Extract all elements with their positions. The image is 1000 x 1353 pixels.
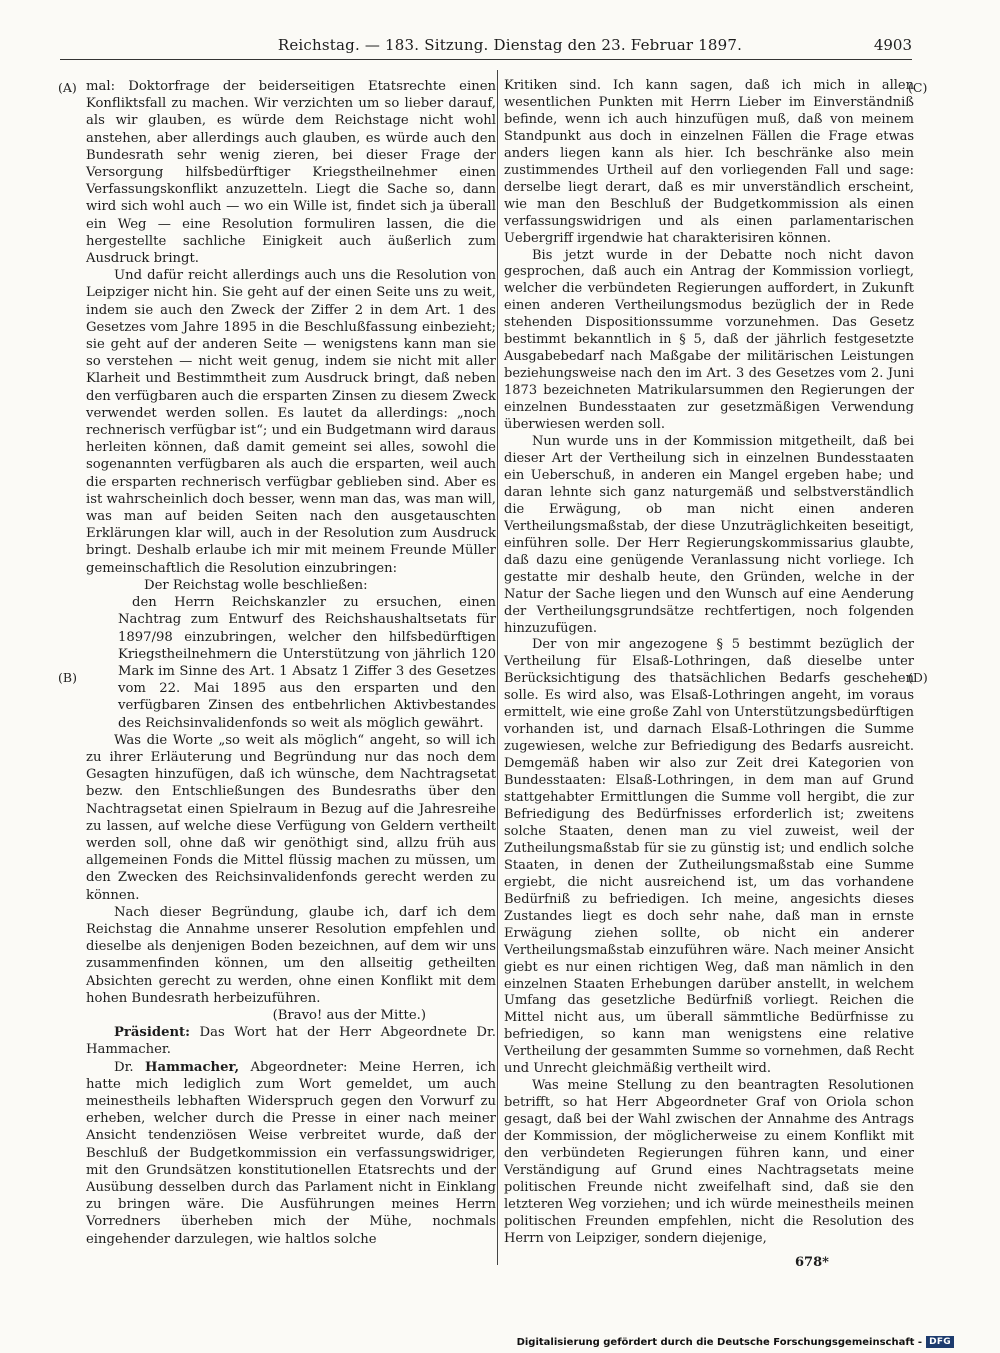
paragraph: Der von mir angezogene § 5 bestimmt bezüglich der Vertheilung für Elsaß-Lothringen, daß dieselbe unter Berücksichtigung des thatsächlichen Bedarfs geschehen solle. Es wird also, was Elsaß-Lothringen angeht, im voraus ermittelt, wie eine große Zahl von Unterstützungsbedürftigen vorhanden ist, und darnach Elsaß-Lothringen die Summe zugewiesen, welche zur Befriedigung des Bedarfs ausreicht. Demgemäß haben wir also zur Zeit drei Kategorien von Bundesstaaten: Elsaß-Lothringen, in dem man auf Grund stattgehabter Ermittlungen die Summe voll hergibt, die zur Befriedigung des Bedürfnisses erforderlich ist; zweitens solche Staaten, denen man zu viel zuweist, weil der Zutheilungsmaßstab für sie zu günstig ist; und endlich solche Staaten, in denen der Zutheilungsmaßstab eine Summe ergiebt, die nicht ausreichend ist, um das vorhandene Bedürfniß zu befriedigen. Ich meine, angesichts dieses Zustandes liegt es doch sehr nahe, daß man in ernste Erwägung ziehen sollte, ob nicht ein anderer Vertheilungsmaßstab einzuführen wäre. Nach meiner Ansicht giebt es nur einen richtigen Weg, daß man nämlich in den einzelnen Staaten Erhebungen darüber anstellt, in welchem Umfang das gesetzliche Bedürfniß vorliegt. Reichen die Mittel nicht aus, um überall sämmtliche Bedürfnisse zu befriedigen, so kann man wenigstens eine relative Vertheilung der gesammten Summe so vornehmen, daß Recht und Unrecht gleichmäßig vertheilt wird. xyxy=(504,637,914,1077)
margin-marker-a: (A) xyxy=(58,80,77,95)
margin-marker-b: (B) xyxy=(58,670,77,685)
paragraph: Bis jetzt wurde in der Debatte noch nicht davon gesprochen, daß auch ein Antrag der Kommission vorliegt, welcher die verbündeten Regierungen auffordert, in Zukunft einen anderen Vertheilungsmodus bezüglich der in Rede stehenden Dispositionssumme vorzunehmen. Das Gesetz bestimmt bekanntlich in § 5, daß der jährlich festgesetzte Ausgabebedarf nach Maßgabe der militärischen Leistungen beziehungsweise nach den im Art. 3 des Gesetzes vom 2. Juni 1873 bezeichneten Matrikularsummen den Regierungen der einzelnen Bundesstaaten zur gesetzmäßigen Verwendung überwiesen werden soll. xyxy=(504,247,914,433)
paragraph: Kritiken sind. Ich kann sagen, daß ich mich in allen wesentlichen Punkten mit Herrn Lieber im Einverständniß befinde, wenn ich auch hinzufügen muß, daß von meinem Standpunkt aus doch in einzelnen Fällen die Frage etwas anders liegen kann als hier. Ich beschränke also mein zustimmendes Urtheil auf den vorliegenden Fall und sage: derselbe liegt derart, daß es mir unverständlich erscheint, wie man den Beschluß der Budgetkommission als einen verfassungswidrigen und als einen parlamentarischen Uebergriff irgendwie hat charakterisiren können. xyxy=(504,78,914,246)
left-column xyxy=(86,78,496,1248)
speaker-title: Dr. xyxy=(114,1059,134,1075)
margin-marker-d: (D) xyxy=(908,670,928,685)
applause-note: (Bravo! aus der Mitte.) xyxy=(272,1007,426,1023)
header-rule xyxy=(60,59,912,60)
president-statement xyxy=(86,1024,496,1058)
speech-text: Abgeordneter: Meine Herren, ich hatte mich lediglich zum Wort gemeldet, um auch meinestheils lebhaften Widerspruch gegen den Vorwurf zu erheben, welcher durch die Presse in einer nach meiner Ansicht tendenziösen Weise verbreitet wurde, daß der Beschluß der Budgetkommission ein verfassungswidriger, mit den Grundsätzen konstitutionellen Etatsrechts und der Ausübung desselben durch das Parlament nicht in Einklang zu bringen wäre. Die Ausführungen meines Herrn Vorredners überheben mich der Mühe, nochmals eingehender darzulegen, wie haltlos solche xyxy=(86,1059,496,1247)
column-divider xyxy=(497,70,498,1265)
credit-text: Digitalisierung gefördert durch die Deutsche Forschungsgemeinschaft - xyxy=(516,1336,923,1348)
speaker-name: Hammacher, xyxy=(145,1059,240,1075)
footer-credit xyxy=(517,1336,954,1348)
dfg-logo: DFG xyxy=(926,1336,954,1348)
resolution-heading: Der Reichstag wolle beschließen: xyxy=(144,577,368,593)
paragraph: mal: Doktorfrage der beiderseitigen Etatsrechte einen Konfliktsfall zu machen. Wir verzichten um so lieber darauf, als wir glauben, es würde dem Reichstage nicht wohl anstehen, aber allerdings auch glauben, es würde auch den Bundesrath sehr wenig zieren, bei dieser Frage der Versorgung hilfsbedürftiger Kriegstheilnehmer einen Verfassungskonflikt anzuzetteln. Liegt die Sache so, dann wird sich wohl auch — wo ein Wille ist, findet sich ja überall ein Weg — eine Resolution formuliren lassen, die die hergestellte sachliche Einigkeit auch äußerlich zum Ausdruck bringt. xyxy=(86,79,496,267)
statement-text: Das Wort hat der Herr Abgeordnete Dr. Hammacher. xyxy=(86,1025,496,1058)
running-head: Reichstag. — 183. Sitzung. Dienstag den 23. Februar 1897. xyxy=(277,36,743,54)
paragraph: Was meine Stellung zu den beantragten Resolutionen betrifft, so hat Herr Abgeordneter Graf von Oriola schon gesagt, daß bei der Wahl zwischen der Annahme des Antrags der Kommission, der möglicherweise zu einem Konflikt mit den verbündeten Regierungen führen kann, und einer Verständigung auf Grund eines Nachtragsetats meine politischen Freunde nicht zweifelhaft sind, daß sie den letzteren Weg vorziehen; und ich würde meinestheils meinen politischen Freunden empfehlen, nicht die Resolution des Herrn von Leipziger, sondern diejenige, xyxy=(504,1078,914,1246)
page-number: 4903 xyxy=(873,36,912,54)
speaker-label: Präsident: xyxy=(114,1025,191,1041)
paragraph: Und dafür reicht allerdings auch uns die Resolution von Leipziger nicht hin. Sie geht auf der einen Seite uns zu weit, indem sie auch den Zweck der Ziffer 2 in dem Art. 1 des Gesetzes vom Jahre 1895 in die Beschlußfassung einbezieht; sie geht auf der anderen Seite — wenigstens kann man sie so verstehen — nicht weit genug, indem sie nicht mit aller Klarheit und Bestimmtheit zum Ausdruck bringt, daß neben den verfügbaren auch die ersparten Zinsen zu diesem Zweck verwendet werden sollen. Es lautet da allerdings: „noch rechnerisch verfügbar ist“; und ein Budgetmann wird daraus herleiten können, daß damit gemeint sei alles, sowohl die sogenannten verfügbaren als auch die ersparten, weil auch die ersparten rechnerisch verfügbar geblieben sind. Aber es ist wahrscheinlich doch besser, wenn man das, was man will, was man auf beiden Seiten nach den ausgetauschten Erklärungen klar will, auch in der Resolution zum Ausdruck bringt. Deshalb erlaube ich mir mit meinem Freunde Müller gemeinschaftlich die Resolution einzubringen: xyxy=(86,268,496,576)
margin-marker-c: (C) xyxy=(908,80,928,95)
resolution-text: den Herrn Reichskanzler zu ersuchen, einen Nachtrag zum Entwurf des Reichshaushaltsetats für 1897/98 einzubringen, welcher den hilfsbedürftigen Kriegstheilnehmern die Unterstützung von jährlich 120 Mark im Sinne des Art. 1 Absatz 1 Ziffer 3 des Gesetzes vom 22. Mai 1895 aus den ersparten und den verfügbaren Zinsen des entbehrlichen Aktivbestandes des Reichsinvalidenfonds so weit als möglich gewährt. xyxy=(118,595,496,731)
paragraph: Nach dieser Begründung, glaube ich, darf ich dem Reichstag die Annahme unserer Resolution empfehlen und dieselbe als denjenigen Boden bezeichnen, auf dem wir uns zusammenfinden können, um den allseitig getheilten Absichten gerecht zu werden, ohne einen Konflikt mit dem hohen Bundesrath herbeizuführen. xyxy=(86,904,496,1006)
speech xyxy=(86,1059,496,1248)
paragraph: Was die Worte „so weit als möglich“ angeht, so will ich zu ihrer Erläuterung und Begründung nur das noch dem Gesagten hinzufügen, daß ich wünsche, dem Nachtragsetat bezw. den Entschließungen des Bundesraths über den Nachtragsetat einen Spielraum in Bezug auf die Jahresreihe zu lassen, auf welche diese Verfügung von Geldern vertheilt werden soll, ohne daß wir genöthigt sind, allzu früh aus allgemeinen Fonds die Mittel flüssig machen zu müssen, um den Zwecken des Reichsinvalidenfonds gerecht werden zu können. xyxy=(86,732,496,903)
paragraph: Nun wurde uns in der Kommission mitgetheilt, daß bei dieser Art der Vertheilung sich in einzelnen Bundesstaaten ein Ueberschuß, in anderen ein Mangel ergeben habe; und daran lehnte sich ganz naturgemäß und selbstverständlich die Erwägung, ob man nicht einen anderen Vertheilungsmaßstab, der diese Unzuträglichkeiten beseitigt, einführen solle. Der Herr Regierungskommissarius glaubte, daß dazu eine genügende Veranlassung nicht vorliege. Ich gestatte mir deshalb heute, den Gründen, welche in der Natur der Sache liegen und den Wunsch auf eine Aenderung der Vertheilungsgrundsätze rechtfertigen, noch folgenden hinzuzufügen. xyxy=(504,434,914,636)
right-column xyxy=(504,78,914,1248)
page-header xyxy=(0,0,1000,58)
signature-mark: 678* xyxy=(795,1255,829,1270)
